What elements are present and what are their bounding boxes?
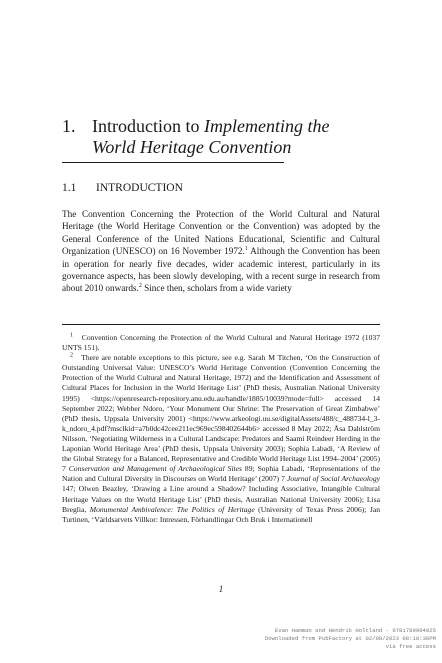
chapter-heading [62,116,382,158]
watermark-line-2: Downloaded from PubFactory at 02/08/2023 08:18:36PM [264,635,436,642]
section-title: INTRODUCTION [96,182,183,194]
footnote-ref-2[interactable]: 2 [138,283,142,290]
footnote-marker: 2 [70,352,73,359]
section-heading [62,181,183,195]
body-paragraph [62,208,380,295]
footnote-rule [62,324,380,325]
footnote-marker: 1 [70,332,73,339]
footnotes [62,333,380,525]
download-watermark [265,627,436,651]
page-number: 1 [218,584,224,594]
footnote-text: 147; Olwen Beazley, ‘Drawing a Line around a Shadow? Including Associative, Intangible Cultural Heritage Values on the World Heritage List’ (PhD thesis, Australian National University 2006); Lisa Breglia, [62,484,380,514]
chapter-number: 1. [62,116,76,136]
footnote-italic: Monumental Ambivalence: The Politics of Heritage [89,504,255,514]
footnote-1 [62,333,380,353]
body-text-3: Since then, scholars from a wide variety [141,283,292,294]
footnote-2 [62,353,380,525]
watermark-line-1: Evan Hamman and Hendrik Holtland - 9781789904925 [274,627,436,634]
footnote-text: There are notable exceptions to this picture, see e.g. Sarah M Titchen, ‘On the Construction of Outstanding Universal Value: UNESCO’s World Heritage Convention (Convention Concerning the Protection of the World Cultural and Natural Heritage, 1972) and the Identification and Assessment of Cultural Places for Inclusion in the World Heritage List’ (PhD thesis, Australian National University 1995) <https://openresearch-repository.anu.edu.au/handle/1885/10039?mode=full> accessed 14 September 2022; Webber Ndoro, ‘Your Monument Our Shrine: The Preservation of Great Zimbabwe’ (PhD thesis, Uppsala University 2001) <https://www.arkeologi.uu.se/digitalAssets/488/c_488734-l_3-k_ndoro_4.pdf?msclkid=a7b0dc42cee211ec969ec598402644b6> accessed 8 May 2022; Åsa Dahlström Nilsson, ‘Negotiating Wilderness in a Cultural Landscape: Predators and Saami Reindeer Herding in the Laponian World Heritage Area’ (PhD thesis, Uppsala University 2003); Sophia Labadi, ‘A Review of the Global Strategy for a Balanced, Representative and Credible World Heritage List 1994–2004’ (2005) 7 [62,353,380,474]
section-number: 1.1 [62,182,77,194]
chapter-title-italic-1: Implementing the [203,116,330,136]
footnote-ref-1[interactable]: 1 [244,246,248,253]
footnote-text: Convention Concerning the Protection of the World Cultural and Natural Heritage 1972 (1037 UNTS 151). [62,333,380,353]
footnote-italic: Conservation and Management of Archaeological Sites [68,464,242,474]
footnote-text: (University of Texas Press 2006); Jan Turtinen, ‘Världsarvets Villkor: Intressen, Förhandlingar Och Bruk i Internationell [62,504,380,524]
footnote-italic: Journal of Social Archaeology [286,474,380,484]
body-text-1: The Convention Concerning the Protection of the World Cultural and Natural Heritage (the World Heritage Convention or the Convention) was adopted by the General Conference of the United Nations Educational, Scientific and Cultural Organization (UNESCO) on 16 November 1972. [62,209,380,257]
heading-rule [62,162,284,163]
watermark-line-3: via free access [385,643,436,650]
chapter-title-italic-2: World Heritage Convention [92,137,292,157]
footnote-text: 89; Sophia Labadi, ‘Representations of the Nation and Cultural Diversity in Discourses on World Heritage’ (2007) 7 [62,464,380,484]
body-text-2: Although the Convention has been in operation for nearly five decades, wider academic interest, particularly in its governance aspects, has been slowly developing, with a recent surge in research from about 2010 onwards. [62,246,381,294]
chapter-title-plain: Introduction to [92,116,204,136]
